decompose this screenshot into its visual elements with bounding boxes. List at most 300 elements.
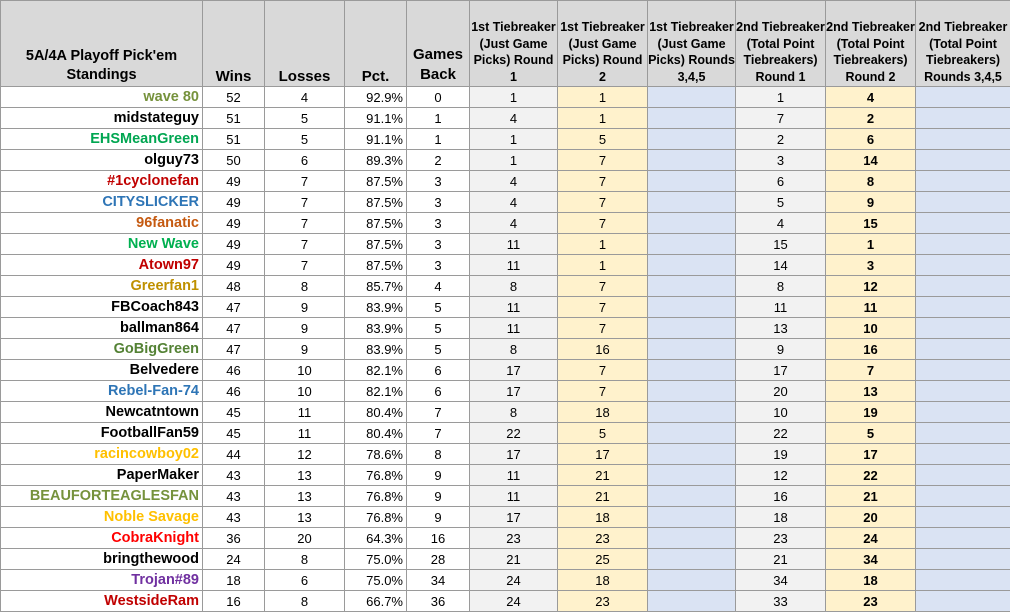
player-name: Belvedere xyxy=(1,360,203,381)
pct-cell: 80.4% xyxy=(345,423,407,444)
games-back-cell: 16 xyxy=(407,528,470,549)
tb1-round2-cell: 1 xyxy=(558,255,648,276)
tb2-round1-cell: 23 xyxy=(736,528,826,549)
table-row xyxy=(1,360,1010,381)
tb1-round1-cell: 4 xyxy=(470,171,558,192)
pct-cell: 87.5% xyxy=(345,234,407,255)
pct-cell: 80.4% xyxy=(345,402,407,423)
tb1-rounds345-header: 1st Tiebreaker (Just Game Picks) Rounds 3,4,5 xyxy=(648,1,736,87)
tb1-round1-cell: 23 xyxy=(470,528,558,549)
tb1-round2-cell: 16 xyxy=(558,339,648,360)
tb1-round1-cell: 11 xyxy=(470,297,558,318)
tb2-round1-cell: 15 xyxy=(736,234,826,255)
tb1-round1-cell: 8 xyxy=(470,276,558,297)
tb2-rounds345-cell xyxy=(916,318,1010,339)
tb1-rounds345-cell xyxy=(648,150,736,171)
games-back-cell: 5 xyxy=(407,339,470,360)
tb2-round2-cell: 34 xyxy=(826,549,916,570)
tb1-round2-cell: 7 xyxy=(558,213,648,234)
games-back-cell: 4 xyxy=(407,276,470,297)
tb2-round2-cell: 13 xyxy=(826,381,916,402)
tb1-round2-cell: 1 xyxy=(558,87,648,108)
games-back-cell: 3 xyxy=(407,255,470,276)
wins-cell: 49 xyxy=(203,171,265,192)
pct-cell: 83.9% xyxy=(345,339,407,360)
table-row xyxy=(1,108,1010,129)
tb2-round1-cell: 10 xyxy=(736,402,826,423)
tb1-round1-cell: 17 xyxy=(470,507,558,528)
tb1-rounds345-cell xyxy=(648,528,736,549)
pct-cell: 78.6% xyxy=(345,444,407,465)
pct-cell: 87.5% xyxy=(345,192,407,213)
player-name: Noble Savage xyxy=(1,507,203,528)
games-back-cell: 5 xyxy=(407,318,470,339)
wins-cell: 46 xyxy=(203,381,265,402)
tb1-round2-cell: 1 xyxy=(558,108,648,129)
tb2-rounds345-cell xyxy=(916,381,1010,402)
table-row xyxy=(1,570,1010,591)
pct-cell: 76.8% xyxy=(345,507,407,528)
tb2-rounds345-header: 2nd Tiebreaker (Total Point Tiebreakers) Rounds 3,4,5 xyxy=(916,1,1010,87)
tb1-round1-cell: 11 xyxy=(470,486,558,507)
tb2-round2-cell: 5 xyxy=(826,423,916,444)
wins-cell: 46 xyxy=(203,360,265,381)
tb2-round1-cell: 12 xyxy=(736,465,826,486)
pct-cell: 64.3% xyxy=(345,528,407,549)
table-row xyxy=(1,87,1010,108)
table-row xyxy=(1,549,1010,570)
tb1-rounds345-cell xyxy=(648,87,736,108)
losses-cell: 7 xyxy=(265,255,345,276)
tb1-rounds345-cell xyxy=(648,549,736,570)
tb1-round2-cell: 18 xyxy=(558,507,648,528)
tb2-round2-cell: 8 xyxy=(826,171,916,192)
tb1-round1-cell: 4 xyxy=(470,213,558,234)
losses-cell: 13 xyxy=(265,507,345,528)
losses-cell: 5 xyxy=(265,108,345,129)
tb1-rounds345-cell xyxy=(648,255,736,276)
table-row xyxy=(1,528,1010,549)
tb2-round1-cell: 33 xyxy=(736,591,826,612)
losses-cell: 7 xyxy=(265,213,345,234)
tb2-rounds345-cell xyxy=(916,234,1010,255)
tb2-round1-cell: 34 xyxy=(736,570,826,591)
tb2-round2-cell: 16 xyxy=(826,339,916,360)
tb1-round2-cell: 21 xyxy=(558,465,648,486)
tb1-round1-cell: 8 xyxy=(470,402,558,423)
tb1-rounds345-cell xyxy=(648,171,736,192)
tb2-round1-cell: 8 xyxy=(736,276,826,297)
tb1-round1-header: 1st Tiebreaker (Just Game Picks) Round 1 xyxy=(470,1,558,87)
tb1-round1-cell: 11 xyxy=(470,255,558,276)
pct-header: Pct. xyxy=(345,1,407,87)
tb1-round2-cell: 18 xyxy=(558,402,648,423)
tb2-round2-cell: 19 xyxy=(826,402,916,423)
games-back-cell: 1 xyxy=(407,108,470,129)
wins-cell: 45 xyxy=(203,423,265,444)
player-name: midstateguy xyxy=(1,108,203,129)
games-back-cell: 9 xyxy=(407,486,470,507)
tb1-rounds345-cell xyxy=(648,129,736,150)
tb2-round1-cell: 13 xyxy=(736,318,826,339)
pct-cell: 83.9% xyxy=(345,297,407,318)
table-row xyxy=(1,234,1010,255)
wins-cell: 47 xyxy=(203,318,265,339)
tb2-round1-cell: 20 xyxy=(736,381,826,402)
tb1-round2-cell: 7 xyxy=(558,318,648,339)
tb1-rounds345-cell xyxy=(648,108,736,129)
tb2-rounds345-cell xyxy=(916,129,1010,150)
wins-cell: 18 xyxy=(203,570,265,591)
tb2-rounds345-cell xyxy=(916,171,1010,192)
tb1-rounds345-cell xyxy=(648,570,736,591)
pct-cell: 76.8% xyxy=(345,486,407,507)
tb2-round2-cell: 3 xyxy=(826,255,916,276)
tb2-round1-cell: 5 xyxy=(736,192,826,213)
tb1-round1-cell: 17 xyxy=(470,381,558,402)
player-name: Atown97 xyxy=(1,255,203,276)
player-name: WestsideRam xyxy=(1,591,203,612)
tb2-round2-cell: 14 xyxy=(826,150,916,171)
pct-cell: 92.9% xyxy=(345,87,407,108)
tb1-round2-cell: 1 xyxy=(558,234,648,255)
tb1-rounds345-cell xyxy=(648,507,736,528)
tb1-round1-cell: 8 xyxy=(470,339,558,360)
tb2-round2-cell: 23 xyxy=(826,591,916,612)
wins-cell: 49 xyxy=(203,192,265,213)
player-name: GoBigGreen xyxy=(1,339,203,360)
table-row xyxy=(1,171,1010,192)
tb1-round1-cell: 11 xyxy=(470,318,558,339)
games-back-cell: 36 xyxy=(407,591,470,612)
tb2-rounds345-cell xyxy=(916,150,1010,171)
table-row xyxy=(1,591,1010,612)
tb2-rounds345-cell xyxy=(916,213,1010,234)
tb1-round1-cell: 1 xyxy=(470,129,558,150)
wins-cell: 43 xyxy=(203,507,265,528)
losses-cell: 11 xyxy=(265,423,345,444)
tb1-round1-cell: 1 xyxy=(470,87,558,108)
wins-cell: 24 xyxy=(203,549,265,570)
games-back-cell: 3 xyxy=(407,213,470,234)
tb2-rounds345-cell xyxy=(916,465,1010,486)
tb1-round2-cell: 7 xyxy=(558,150,648,171)
tb1-round2-cell: 5 xyxy=(558,129,648,150)
table-row xyxy=(1,402,1010,423)
tb2-round1-cell: 11 xyxy=(736,297,826,318)
wins-cell: 16 xyxy=(203,591,265,612)
tb2-round1-header: 2nd Tiebreaker (Total Point Tiebreakers) Round 1 xyxy=(736,1,826,87)
table-row xyxy=(1,507,1010,528)
pct-cell: 91.1% xyxy=(345,129,407,150)
tb2-rounds345-cell xyxy=(916,87,1010,108)
tb1-round2-cell: 7 xyxy=(558,381,648,402)
player-name: CobraKnight xyxy=(1,528,203,549)
games-back-cell: 5 xyxy=(407,297,470,318)
tb2-round2-cell: 1 xyxy=(826,234,916,255)
tb2-rounds345-cell xyxy=(916,108,1010,129)
tb1-round1-cell: 21 xyxy=(470,549,558,570)
tb2-round1-cell: 14 xyxy=(736,255,826,276)
tb1-rounds345-cell xyxy=(648,591,736,612)
pct-cell: 91.1% xyxy=(345,108,407,129)
losses-cell: 9 xyxy=(265,318,345,339)
tb1-round2-cell: 7 xyxy=(558,192,648,213)
header-row xyxy=(1,1,1010,87)
pct-cell: 75.0% xyxy=(345,549,407,570)
player-name: PaperMaker xyxy=(1,465,203,486)
tb2-round2-cell: 24 xyxy=(826,528,916,549)
tb1-rounds345-cell xyxy=(648,423,736,444)
tb1-rounds345-cell xyxy=(648,213,736,234)
tb2-round1-cell: 7 xyxy=(736,108,826,129)
pct-cell: 87.5% xyxy=(345,255,407,276)
wins-cell: 44 xyxy=(203,444,265,465)
games-back-cell: 3 xyxy=(407,234,470,255)
tb1-round1-cell: 17 xyxy=(470,444,558,465)
losses-cell: 10 xyxy=(265,381,345,402)
tb2-rounds345-cell xyxy=(916,255,1010,276)
tb1-round2-header: 1st Tiebreaker (Just Game Picks) Round 2 xyxy=(558,1,648,87)
player-name: olguy73 xyxy=(1,150,203,171)
tb1-round1-cell: 1 xyxy=(470,150,558,171)
pct-cell: 75.0% xyxy=(345,570,407,591)
table-row xyxy=(1,213,1010,234)
tb2-round1-cell: 21 xyxy=(736,549,826,570)
losses-cell: 8 xyxy=(265,549,345,570)
tb1-round1-cell: 4 xyxy=(470,192,558,213)
tb1-round1-cell: 22 xyxy=(470,423,558,444)
tb2-round1-cell: 1 xyxy=(736,87,826,108)
table-row xyxy=(1,423,1010,444)
pct-cell: 66.7% xyxy=(345,591,407,612)
tb1-round2-cell: 7 xyxy=(558,360,648,381)
pct-cell: 82.1% xyxy=(345,381,407,402)
games-back-cell: 3 xyxy=(407,192,470,213)
losses-cell: 6 xyxy=(265,570,345,591)
tb1-rounds345-cell xyxy=(648,318,736,339)
losses-cell: 20 xyxy=(265,528,345,549)
player-name: bringthewood xyxy=(1,549,203,570)
tb2-rounds345-cell xyxy=(916,297,1010,318)
tb2-rounds345-cell xyxy=(916,192,1010,213)
tb1-round1-cell: 24 xyxy=(470,591,558,612)
tb2-rounds345-cell xyxy=(916,360,1010,381)
tb2-round2-cell: 11 xyxy=(826,297,916,318)
games-back-cell: 7 xyxy=(407,423,470,444)
table-row xyxy=(1,486,1010,507)
table-row xyxy=(1,444,1010,465)
pct-cell: 87.5% xyxy=(345,213,407,234)
wins-cell: 48 xyxy=(203,276,265,297)
tb2-rounds345-cell xyxy=(916,591,1010,612)
tb2-round2-cell: 22 xyxy=(826,465,916,486)
table-row xyxy=(1,150,1010,171)
tb2-round2-cell: 2 xyxy=(826,108,916,129)
wins-cell: 47 xyxy=(203,339,265,360)
pct-cell: 89.3% xyxy=(345,150,407,171)
tb1-round2-cell: 25 xyxy=(558,549,648,570)
pct-cell: 85.7% xyxy=(345,276,407,297)
tb2-round1-cell: 19 xyxy=(736,444,826,465)
wins-cell: 43 xyxy=(203,486,265,507)
games-back-cell: 0 xyxy=(407,87,470,108)
tb2-round1-cell: 2 xyxy=(736,129,826,150)
tb1-round1-cell: 17 xyxy=(470,360,558,381)
tb2-rounds345-cell xyxy=(916,570,1010,591)
tb2-round1-cell: 18 xyxy=(736,507,826,528)
wins-cell: 52 xyxy=(203,87,265,108)
player-name: Newcatntown xyxy=(1,402,203,423)
wins-cell: 51 xyxy=(203,108,265,129)
losses-cell: 8 xyxy=(265,276,345,297)
games-back-cell: 28 xyxy=(407,549,470,570)
table-row xyxy=(1,129,1010,150)
tb1-rounds345-cell xyxy=(648,234,736,255)
losses-cell: 4 xyxy=(265,87,345,108)
table-row xyxy=(1,192,1010,213)
tb1-round2-cell: 23 xyxy=(558,591,648,612)
tb2-rounds345-cell xyxy=(916,276,1010,297)
tb1-round2-cell: 21 xyxy=(558,486,648,507)
pct-cell: 76.8% xyxy=(345,465,407,486)
tb2-round1-cell: 17 xyxy=(736,360,826,381)
games-back-cell: 34 xyxy=(407,570,470,591)
wins-cell: 50 xyxy=(203,150,265,171)
losses-cell: 9 xyxy=(265,297,345,318)
player-name: #1cyclonefan xyxy=(1,171,203,192)
tb2-rounds345-cell xyxy=(916,402,1010,423)
table-row xyxy=(1,276,1010,297)
tb1-rounds345-cell xyxy=(648,402,736,423)
pct-cell: 87.5% xyxy=(345,171,407,192)
games-back-cell: 2 xyxy=(407,150,470,171)
wins-cell: 47 xyxy=(203,297,265,318)
wins-cell: 36 xyxy=(203,528,265,549)
table-row xyxy=(1,318,1010,339)
player-name: BEAUFORTEAGLESFAN xyxy=(1,486,203,507)
player-name: racincowboy02 xyxy=(1,444,203,465)
losses-cell: 7 xyxy=(265,234,345,255)
tb1-round1-cell: 4 xyxy=(470,108,558,129)
player-name: wave 80 xyxy=(1,87,203,108)
tb1-rounds345-cell xyxy=(648,486,736,507)
tb2-rounds345-cell xyxy=(916,444,1010,465)
tb1-round1-cell: 11 xyxy=(470,234,558,255)
games-back-header: Games Back xyxy=(407,1,470,87)
tb2-rounds345-cell xyxy=(916,507,1010,528)
losses-cell: 6 xyxy=(265,150,345,171)
player-name: 96fanatic xyxy=(1,213,203,234)
wins-cell: 49 xyxy=(203,213,265,234)
losses-cell: 11 xyxy=(265,402,345,423)
tb1-round2-cell: 7 xyxy=(558,171,648,192)
games-back-cell: 6 xyxy=(407,381,470,402)
tb1-round2-cell: 17 xyxy=(558,444,648,465)
tb1-round1-cell: 11 xyxy=(470,465,558,486)
games-back-cell: 9 xyxy=(407,507,470,528)
tb1-rounds345-cell xyxy=(648,444,736,465)
tb1-round2-cell: 7 xyxy=(558,276,648,297)
tb2-round1-cell: 22 xyxy=(736,423,826,444)
wins-cell: 43 xyxy=(203,465,265,486)
tb2-round2-cell: 12 xyxy=(826,276,916,297)
losses-cell: 13 xyxy=(265,486,345,507)
games-back-cell: 9 xyxy=(407,465,470,486)
games-back-cell: 7 xyxy=(407,402,470,423)
tb2-round1-cell: 16 xyxy=(736,486,826,507)
tb2-round2-cell: 18 xyxy=(826,570,916,591)
tb1-round2-cell: 23 xyxy=(558,528,648,549)
losses-cell: 8 xyxy=(265,591,345,612)
games-back-cell: 6 xyxy=(407,360,470,381)
table-row xyxy=(1,465,1010,486)
player-name: Rebel-Fan-74 xyxy=(1,381,203,402)
tb2-round1-cell: 6 xyxy=(736,171,826,192)
tb2-rounds345-cell xyxy=(916,339,1010,360)
player-name: ballman864 xyxy=(1,318,203,339)
losses-cell: 12 xyxy=(265,444,345,465)
wins-cell: 45 xyxy=(203,402,265,423)
tb2-round1-cell: 9 xyxy=(736,339,826,360)
player-name: Greerfan1 xyxy=(1,276,203,297)
title-header: 5A/4A Playoff Pick'em Standings xyxy=(1,1,203,87)
losses-cell: 10 xyxy=(265,360,345,381)
tb2-rounds345-cell xyxy=(916,528,1010,549)
tb2-round1-cell: 3 xyxy=(736,150,826,171)
wins-cell: 49 xyxy=(203,255,265,276)
tb1-round2-cell: 7 xyxy=(558,297,648,318)
tb1-rounds345-cell xyxy=(648,381,736,402)
losses-cell: 5 xyxy=(265,129,345,150)
tb2-round2-cell: 9 xyxy=(826,192,916,213)
tb2-round2-cell: 17 xyxy=(826,444,916,465)
tb2-round2-cell: 10 xyxy=(826,318,916,339)
wins-header: Wins xyxy=(203,1,265,87)
player-name: CITYSLICKER xyxy=(1,192,203,213)
table-row xyxy=(1,297,1010,318)
tb1-rounds345-cell xyxy=(648,297,736,318)
tb1-rounds345-cell xyxy=(648,465,736,486)
tb2-round2-cell: 6 xyxy=(826,129,916,150)
games-back-cell: 1 xyxy=(407,129,470,150)
tb2-round2-cell: 20 xyxy=(826,507,916,528)
player-name: Trojan#89 xyxy=(1,570,203,591)
tb2-round2-cell: 21 xyxy=(826,486,916,507)
tb1-rounds345-cell xyxy=(648,339,736,360)
table-row xyxy=(1,381,1010,402)
games-back-cell: 3 xyxy=(407,171,470,192)
tb1-round2-cell: 18 xyxy=(558,570,648,591)
tb2-round2-cell: 15 xyxy=(826,213,916,234)
losses-cell: 13 xyxy=(265,465,345,486)
tb1-rounds345-cell xyxy=(648,192,736,213)
wins-cell: 49 xyxy=(203,234,265,255)
player-name: EHSMeanGreen xyxy=(1,129,203,150)
pct-cell: 82.1% xyxy=(345,360,407,381)
tb1-round2-cell: 5 xyxy=(558,423,648,444)
tb2-round2-cell: 7 xyxy=(826,360,916,381)
wins-cell: 51 xyxy=(203,129,265,150)
table-row xyxy=(1,255,1010,276)
tb2-round2-header: 2nd Tiebreaker (Total Point Tiebreakers) Round 2 xyxy=(826,1,916,87)
player-name: FootballFan59 xyxy=(1,423,203,444)
tb2-rounds345-cell xyxy=(916,486,1010,507)
tb1-rounds345-cell xyxy=(648,276,736,297)
losses-cell: 9 xyxy=(265,339,345,360)
tb1-round1-cell: 24 xyxy=(470,570,558,591)
pct-cell: 83.9% xyxy=(345,318,407,339)
